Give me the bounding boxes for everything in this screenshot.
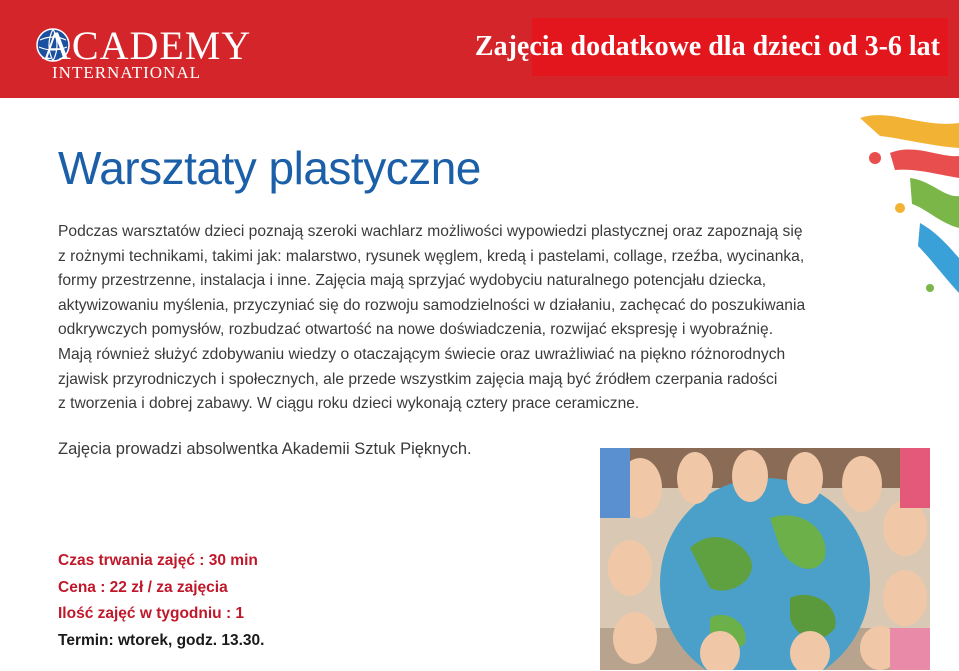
logo-subtitle: INTERNATIONAL	[52, 63, 201, 82]
paragraph-line: odkrywczych pomysłów, rozbudzać otwartość na nowe doświadczenia, rozwijać ekspresję i wyobraźnię.	[58, 321, 774, 339]
paragraph-line: z rożnymi technikami, takimi jak: malarstwo, rysunek węglem, kredą i pastelami, collage, rzeźba, wycinanka,	[58, 247, 805, 265]
children-hands-photo	[600, 448, 930, 670]
section-heading: Warsztaty plastyczne	[58, 142, 481, 194]
instructor-line: Zajęcia prowadzi absolwentka Akademii Sztuk Pięknych.	[58, 440, 472, 458]
paragraph-line: Mają również służyć zdobywaniu wiedzy o otaczającym świecie oraz uwrażliwiać na piękno różnorodnych	[58, 345, 786, 363]
duration-line: Czas trwania zajęć : 30 min	[58, 552, 258, 569]
price-line: Cena : 22 zł / za zajęcia	[58, 578, 228, 596]
page-title-box	[474, 18, 948, 76]
info-block	[58, 548, 264, 654]
page-title: Zajęcia dodatkowe dla dzieci od 3-6 lat	[474, 31, 940, 62]
paragraph-line: formy przestrzenne, instalacja i inne. Zajęcia mają sprzyjać wydobyciu naturalnego potencjału dziecka,	[58, 272, 767, 290]
paragraph-line: aktywizowaniu myślenia, przyczyniać się do rozwoju samodzielności w działaniu, zachęcać do poszukiwania	[58, 296, 806, 314]
header-band	[0, 0, 959, 98]
photo-illustration	[600, 448, 930, 670]
paragraph-line: Podczas warsztatów dzieci poznają szeroki wachlarz możliwości wypowiedzi plastycznej oraz zapoznają się	[58, 223, 803, 240]
schedule-line: Termin: wtorek, godz. 13.30.	[58, 631, 265, 649]
logo-word: ACADEMY	[42, 23, 252, 68]
paragraph-line: z tworzenia i dobrej zabawy. W ciągu roku dzieci wykonają cztery prace ceramiczne.	[58, 395, 640, 413]
per-week-line: Ilość zajęć w tygodniu : 1	[58, 605, 245, 622]
description-paragraph	[58, 220, 928, 417]
paragraph-line: zjawisk przyrodniczych i społecznych, ale przede wszystkim zajęcia mają być źródłem czerpania radości	[58, 370, 778, 388]
academy-logo	[36, 23, 252, 86]
